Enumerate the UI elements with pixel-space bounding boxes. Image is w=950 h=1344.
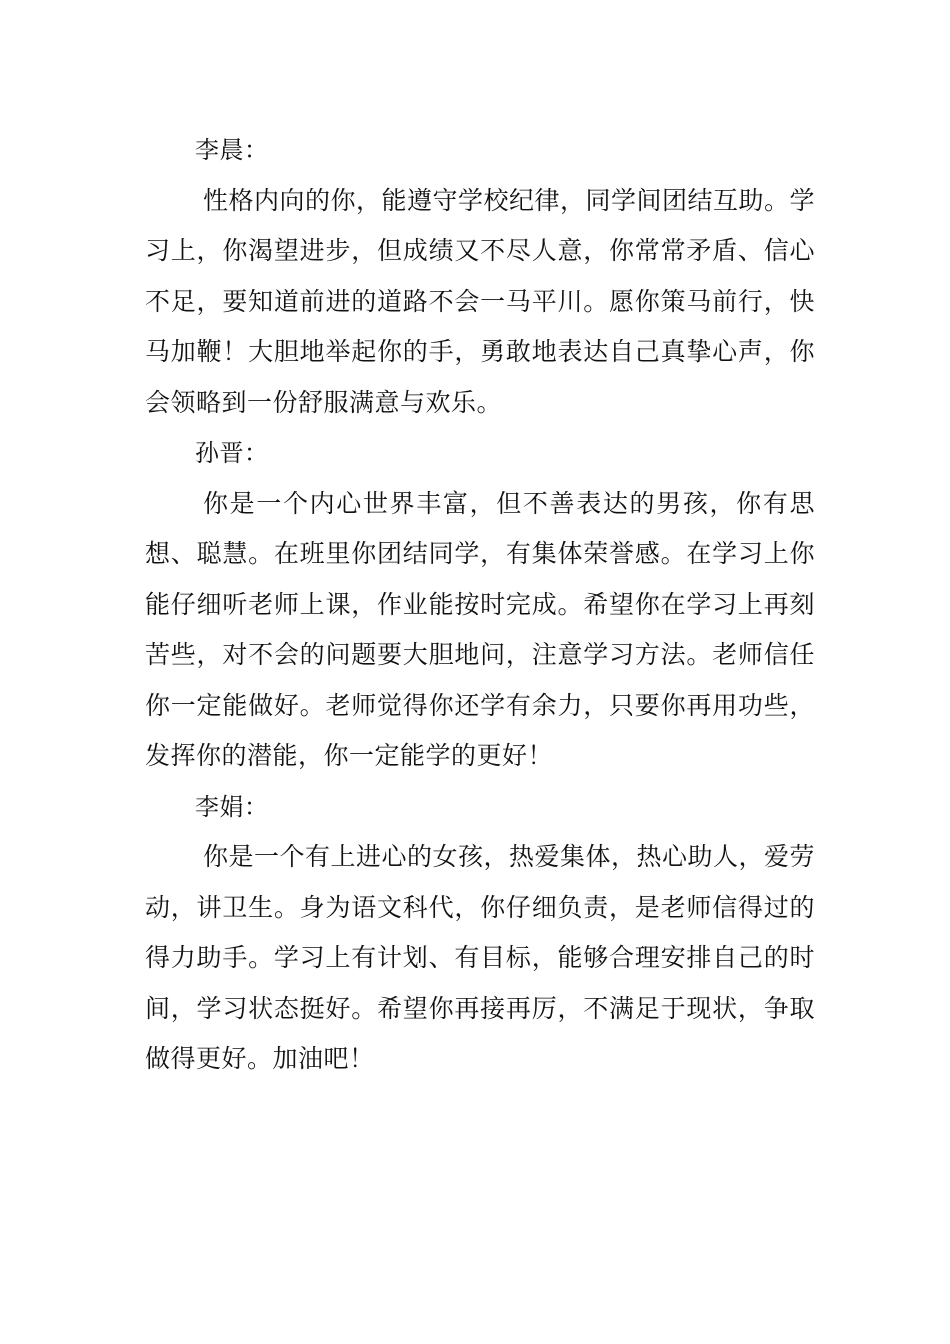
- comments-body: [145, 125, 815, 1085]
- comment-paragraph: 性格内向的你，能遵守学校纪律，同学间团结互助。学习上，你渴望进步，但成绩又不尽人意，你常常矛盾、信心不足，要知道前进的道路不会一马平川。愿你策马前行，快马加鞭！大胆地举起你的手，勇敢地表达自己真挚心声，你会领略到一份舒服满意与欢乐。: [145, 185, 816, 417]
- comment-paragraph: 你是一个有上进心的女孩，热爱集体，热心助人，爱劳动，讲卫生。身为语文科代，你仔细负责，是老师信得过的得力助手。学习上有计划、有目标，能够合理安排自己的时间，学习状态挺好。希望你再接再厉，不满足于现状，争取做得更好。加油吧！: [145, 842, 816, 1073]
- student-name: 孙晋：: [195, 439, 269, 467]
- student-name: 李晨：: [195, 136, 269, 164]
- comment-paragraph: 你是一个内心世界丰富，但不善表达的男孩，你有思想、聪慧。在班里你团结同学，有集体荣誉感。在学习上你能仔细听老师上课，作业能按时完成。希望你在学习上再刻苦些，对不会的问题要大胆地问，注意学习方法。老师信任你一定能做好。老师觉得你还学有余力，只要你再用功些，发挥你的潜能，你一定能学的更好！: [145, 488, 815, 770]
- student-name: 李娟：: [195, 792, 269, 821]
